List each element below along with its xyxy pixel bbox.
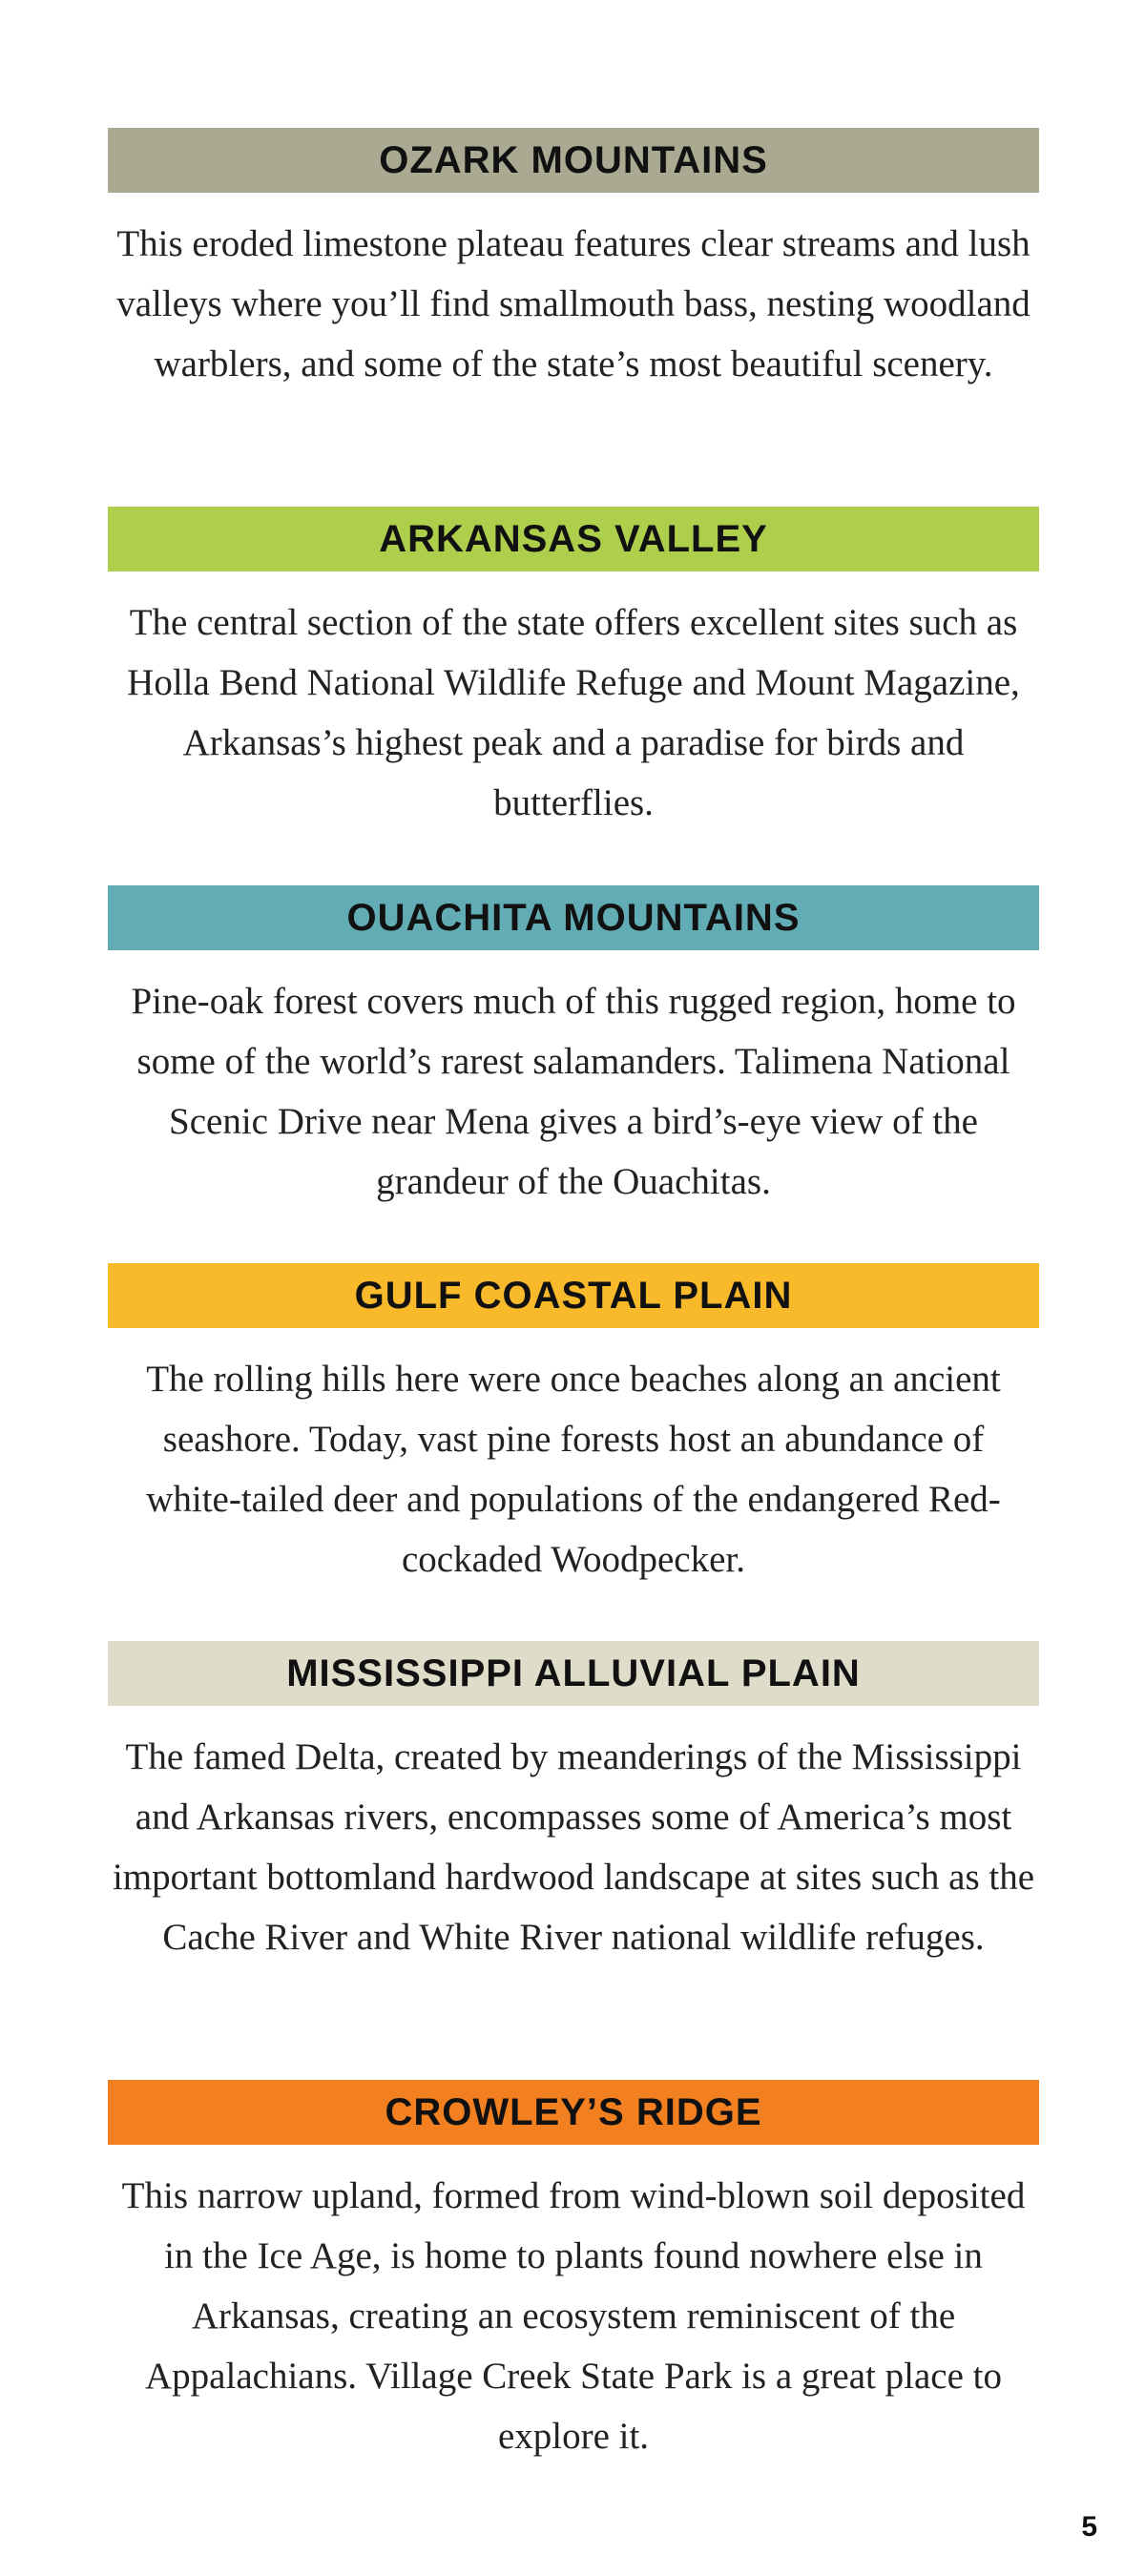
region-header <box>108 2080 1039 2145</box>
region-description: The rolling hills here were once beaches along an ancient seashore. Today, vast pine forests host an abundance of white-tailed deer and populations of the endangered Red-cockaded Woodpecker. <box>146 1359 1001 1580</box>
region-header <box>108 507 1039 571</box>
page-number: 5 <box>1081 2511 1097 2543</box>
region-mississippi-alluvial-plain <box>108 1641 1039 1967</box>
region-arkansas-valley <box>108 507 1039 833</box>
region-title: OZARK MOUNTAINS <box>379 138 768 181</box>
region-header <box>108 1641 1039 1706</box>
region-description: The central section of the state offers excellent sites such as Holla Bend National Wildlife Refuge and Mount Magazine, Arkansas’s highest peak and a paradise for birds and butterflies. <box>127 602 1020 823</box>
region-title: CROWLEY’S RIDGE <box>385 2090 762 2133</box>
region-title: MISSISSIPPI ALLUVIAL PLAIN <box>286 1652 861 1694</box>
region-title: ARKANSAS VALLEY <box>379 517 768 560</box>
region-title: OUACHITA MOUNTAINS <box>346 896 801 939</box>
region-title: GULF COASTAL PLAIN <box>354 1274 793 1317</box>
region-description: This eroded limestone plateau features clear streams and lush valleys where you’ll find smallmouth bass, nesting woodland warblers, and some of the state’s most beautiful scenery. <box>116 223 1030 384</box>
region-ouachita-mountains <box>108 885 1039 1212</box>
region-header <box>108 1263 1039 1328</box>
region-description: The famed Delta, created by meanderings of the Mississippi and Arkansas rivers, encompasses some of America’s most important bottomland hardwood landscape at sites such as the Cache River and White River national wildlife refuges. <box>112 1736 1035 1958</box>
region-description: Pine-oak forest covers much of this rugged region, home to some of the world’s rarest salamanders. Talimena National Scenic Drive near Mena gives a bird’s-eye view of the grandeur of the Ouachitas. <box>131 981 1016 1202</box>
region-gulf-coastal-plain <box>108 1263 1039 1589</box>
region-crowleys-ridge <box>108 2080 1039 2466</box>
region-description: This narrow upland, formed from wind-blown soil deposited in the Ice Age, is home to plants found nowhere else in Arkansas, creating an ecosystem reminiscent of the Appalachians. Village Creek State Park is a great place to explore it. <box>121 2175 1026 2457</box>
region-header <box>108 885 1039 950</box>
region-header <box>108 128 1039 193</box>
region-ozark-mountains <box>108 128 1039 394</box>
